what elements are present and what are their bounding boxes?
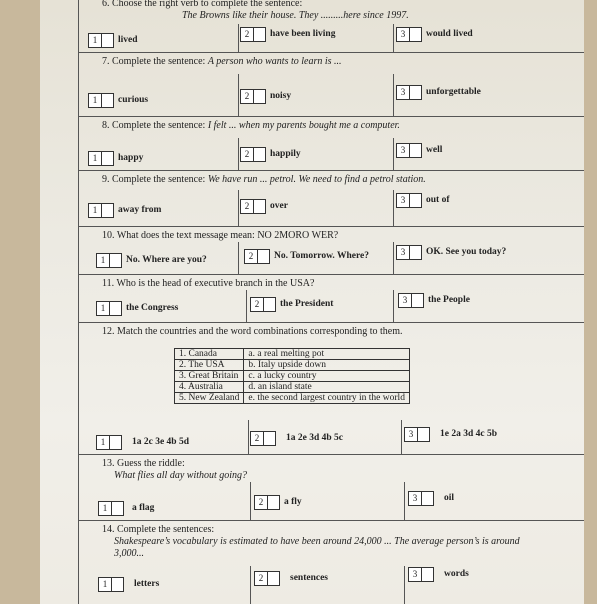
option-1[interactable]: 1 letters xyxy=(98,576,159,592)
option-2[interactable]: 2 No. Tomorrow. Where? xyxy=(244,248,369,264)
option-1[interactable]: 1 lived xyxy=(88,32,138,48)
question-header: 14. Complete the sentences: Shakespeare’s vocabulary is estimated to have been around 24,000 ... The average person’s is around 3,000... xyxy=(102,524,520,559)
option-3[interactable]: 3 oil xyxy=(408,490,454,506)
question-9 xyxy=(78,170,584,227)
option-2[interactable]: 2 a fly xyxy=(254,494,302,510)
test-sheet xyxy=(40,0,584,604)
question-12 xyxy=(78,322,584,455)
option-2[interactable]: 2 happily xyxy=(240,146,301,162)
option-1[interactable]: 1 curious xyxy=(88,92,148,108)
option-1[interactable]: 1 1a 2c 3e 4b 5d xyxy=(96,434,189,450)
option-1[interactable]: 1 happy xyxy=(88,150,143,166)
option-1[interactable]: 1 the Congress xyxy=(96,300,178,316)
question-header: 11. Who is the head of executive branch in the USA? xyxy=(102,278,315,289)
question-11 xyxy=(78,274,584,323)
question-header: 6. Choose the right verb to complete the sentence: The Browns like their house. They .........here since 1997. xyxy=(102,0,409,21)
matching-table: 1. Canada a. a real melting pot 2. The USA b. Italy upside down 3. Great Britain c. a lucky country 4. Australia d. an island state 5. New Zealand e. the second largest country in the world xyxy=(174,348,410,404)
option-2[interactable]: 2 the President xyxy=(250,296,333,312)
question-header: 10. What does the text message mean: NO 2MORO WER? xyxy=(102,230,339,241)
option-3[interactable]: 3 unforgettable xyxy=(396,84,481,100)
option-3[interactable]: 3 well xyxy=(396,142,442,158)
question-8 xyxy=(78,116,584,171)
option-1[interactable]: 1 No. Where are you? xyxy=(96,252,207,268)
option-2[interactable]: 2 1a 2e 3d 4b 5c xyxy=(250,430,343,446)
option-1[interactable]: 1 away from xyxy=(88,202,161,218)
option-2[interactable]: 2 noisy xyxy=(240,88,291,104)
option-3[interactable]: 3 out of xyxy=(396,192,450,208)
question-header: 13. Guess the riddle: What flies all day without going? xyxy=(102,458,248,481)
question-header: 12. Match the countries and the word combinations corresponding to them. xyxy=(102,326,403,337)
option-1[interactable]: 1 a flag xyxy=(98,500,154,516)
option-2[interactable]: 2 over xyxy=(240,198,288,214)
question-14 xyxy=(78,520,584,604)
question-6 xyxy=(78,0,584,53)
option-3[interactable]: 3 the People xyxy=(398,292,470,308)
option-3[interactable]: 3 1e 2a 3d 4c 5b xyxy=(404,426,497,442)
option-3[interactable]: 3 words xyxy=(408,566,469,582)
question-7 xyxy=(78,52,584,117)
question-13 xyxy=(78,454,584,521)
question-header: 9. Complete the sentence: We have run ... petrol. We need to find a petrol station. xyxy=(102,174,426,185)
question-10 xyxy=(78,226,584,275)
left-border xyxy=(78,0,79,604)
question-header: 7. Complete the sentence: A person who wants to learn is ... xyxy=(102,56,342,67)
option-2[interactable]: 2 sentences xyxy=(254,570,328,586)
option-2[interactable]: 2 have been living xyxy=(240,26,335,42)
question-header: 8. Complete the sentence: I felt ... when my parents bought me a computer. xyxy=(102,120,400,131)
option-3[interactable]: 3 would lived xyxy=(396,26,473,42)
option-3[interactable]: 3 OK. See you today? xyxy=(396,244,506,260)
